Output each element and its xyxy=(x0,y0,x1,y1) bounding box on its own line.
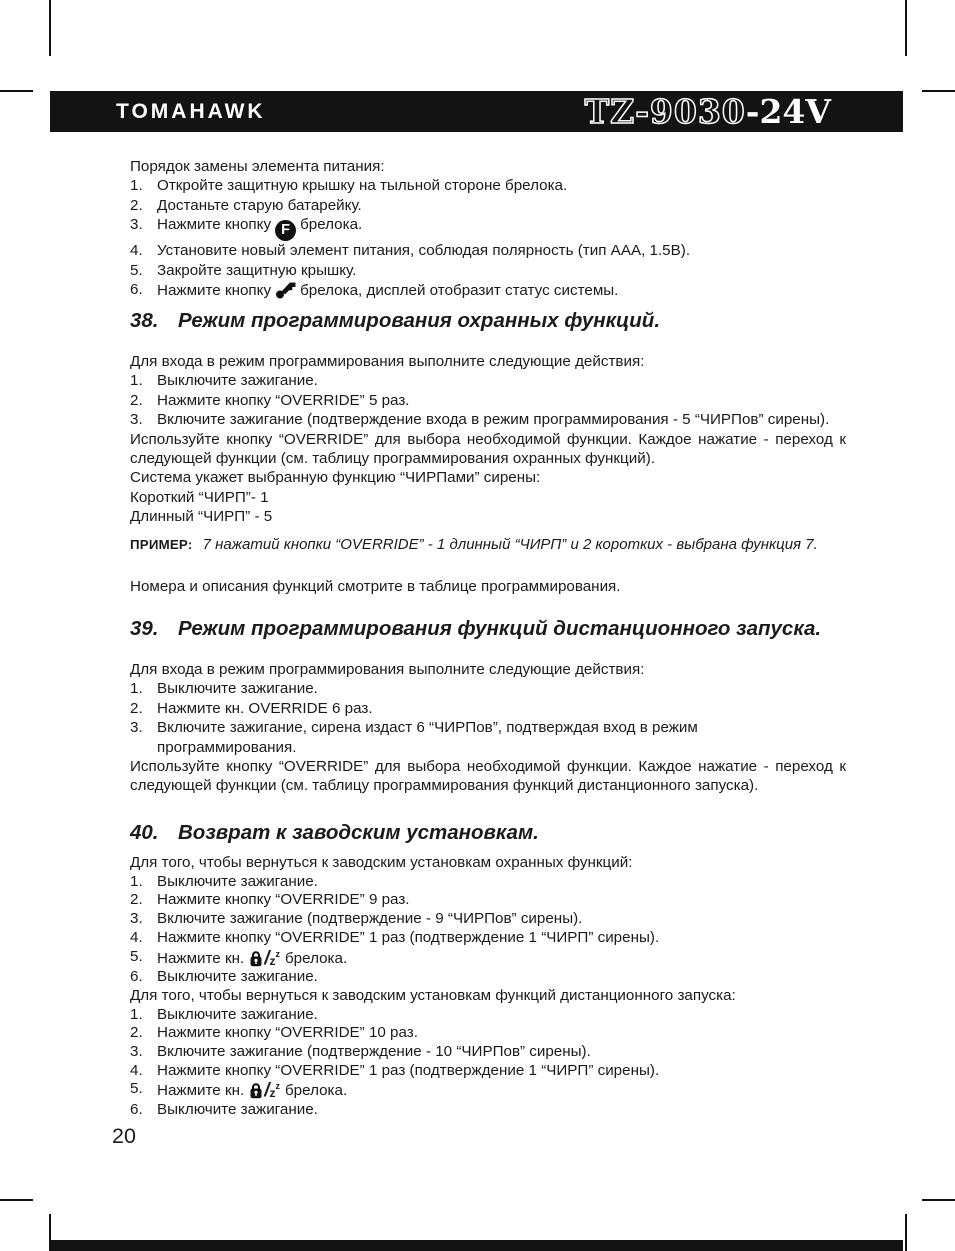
section-39-title: Режим программирования функций дистанционного запуска. xyxy=(178,617,822,640)
model-solid-text: -24V xyxy=(745,92,831,131)
section-40-body xyxy=(130,854,846,1120)
header-bar xyxy=(50,91,903,132)
list-item: 1. Выключите зажигание. xyxy=(130,680,318,698)
model-name xyxy=(584,92,831,131)
list-item: 3. Включите зажигание (подтверждение входа в режим программирования - 5 “ЧИРПов” сирены). xyxy=(130,411,830,429)
list-item: 4. Нажмите кнопку “OVERRIDE” 1 раз (подтверждение 1 “ЧИРП” сирены). xyxy=(130,1061,660,1079)
model-outline-text: TZ-9030 xyxy=(584,92,746,131)
list-item-continuation: программирования. xyxy=(157,738,297,756)
example-line xyxy=(130,536,870,553)
chirp-long-line: Длинный “ЧИРП” - 5 xyxy=(130,508,273,526)
chirp-short-line: Короткий “ЧИРП”- 1 xyxy=(130,488,269,506)
list-item: 1. Выключите зажигание. xyxy=(130,872,318,890)
list-item: 3. Включите зажигание (подтверждение - 10 “ЧИРПов” сирены). xyxy=(130,1043,591,1061)
list-item: 1. Откройте защитную крышку на тыльной стороне брелока. xyxy=(130,177,568,195)
list-item: 2. Нажмите кнопку “OVERRIDE” 9 раз. xyxy=(130,891,410,909)
footer-bar xyxy=(50,1240,903,1251)
list-item: 5. Нажмите кн. / z z брелока. xyxy=(130,1080,348,1102)
list-item: 3. Включите зажигание, сирена издаст 6 “ЧИРПов”, подтверждая вход в режим xyxy=(130,719,698,737)
key-button-icon xyxy=(275,280,296,299)
crop-mark-top-right-vertical xyxy=(905,0,907,56)
section-40-heading: 40. Возврат к заводским установкам. xyxy=(130,821,539,844)
section-38-title: Режим программирования охранных функций. xyxy=(178,309,661,332)
list-item: 2. Нажмите кнопку “OVERRIDE” 10 раз. xyxy=(130,1024,418,1042)
section-39-body xyxy=(130,660,846,796)
list-item: 1. Выключите зажигание. xyxy=(130,372,318,390)
section-39-heading: 39. Режим программирования функций дистанционного запуска. xyxy=(130,617,822,640)
list-item: 3. Нажмите кнопку F брелока. xyxy=(130,215,846,241)
battery-replacement-block xyxy=(130,157,846,301)
list-item: 4. Нажмите кнопку “OVERRIDE” 1 раз (подтверждение 1 “ЧИРП” сирены). xyxy=(130,928,660,946)
section-38-body xyxy=(130,352,846,527)
crop-mark-bottom-left-horizontal xyxy=(0,1199,33,1201)
list-item: 2. Нажмите кнопку “OVERRIDE” 5 раз. xyxy=(130,391,410,409)
page-number: 20 xyxy=(112,1124,136,1148)
list-item: 2. Нажмите кн. OVERRIDE 6 раз. xyxy=(130,699,373,717)
list-item: 4. Установите новый элемент питания, соблюдая полярность (тип ААА, 1.5В). xyxy=(130,242,691,260)
section-40-remote-intro: Для того, чтобы вернуться к заводским установкам функций дистанционного запуска: xyxy=(130,986,736,1004)
crop-mark-top-right-horizontal xyxy=(922,90,955,92)
battery-intro: Порядок замены элемента питания: xyxy=(130,158,385,175)
list-item: 5. Закройте защитную крышку. xyxy=(130,261,357,279)
crop-mark-top-left-vertical xyxy=(49,0,51,56)
list-item: 6. Выключите зажигание. xyxy=(130,968,318,986)
lock-zz-button-icon: / z z xyxy=(249,948,280,967)
crop-mark-top-left-horizontal xyxy=(0,90,33,92)
table-reference-note: Номера и описания функций смотрите в таблице программирования. xyxy=(130,578,621,595)
example-text: 7 нажатий кнопки “OVERRIDE” - 1 длинный “ЧИРП” и 2 коротких - выбрана функция 7. xyxy=(202,536,818,553)
example-label: ПРИМЕР: xyxy=(130,537,193,552)
section-39-paragraph: Используйте кнопку “OVERRIDE” для выбора необходимой функции. Каждое нажатие - переход к следующей функции (см. таблицу программирования функций дистанционного запуска). xyxy=(130,758,846,795)
crop-mark-bottom-right-horizontal xyxy=(922,1199,955,1201)
list-item: 3. Включите зажигание (подтверждение - 9 “ЧИРПов” сирены). xyxy=(130,910,583,928)
crop-mark-bottom-right-vertical xyxy=(905,1214,907,1251)
f-button-icon: F xyxy=(275,220,296,241)
list-item: 6. Нажмите кнопку брелока, дисплей отобразит статус системы. xyxy=(130,281,619,300)
section-38-heading: 38. Режим программирования охранных функций. xyxy=(130,309,661,332)
section-40-title: Возврат к заводским установкам. xyxy=(178,821,539,844)
lock-zz-button-icon: / z z xyxy=(249,1080,280,1099)
section-38-paragraph: Система укажет выбранную функцию “ЧИРПами” сирены: xyxy=(130,469,541,487)
list-item: 1. Выключите зажигание. xyxy=(130,1005,318,1023)
list-item: 2. Достаньте старую батарейку. xyxy=(130,196,362,214)
brand-logo: TOMAHAWK xyxy=(116,99,266,123)
section-39-intro: Для входа в режим программирования выполните следующие действия: xyxy=(130,661,645,678)
list-item: 5. Нажмите кн. / z z брелока. xyxy=(130,947,348,969)
section-40-security-intro: Для того, чтобы вернуться к заводским установкам охранных функций: xyxy=(130,854,633,871)
list-item: 6. Выключите зажигание. xyxy=(130,1101,318,1119)
section-38-paragraph: Используйте кнопку “OVERRIDE” для выбора необходимой функции. Каждое нажатие - переход к следующей функции (см. таблицу программирования охранных функций). xyxy=(130,430,846,468)
section-38-intro: Для входа в режим программирования выполните следующие действия: xyxy=(130,353,645,370)
